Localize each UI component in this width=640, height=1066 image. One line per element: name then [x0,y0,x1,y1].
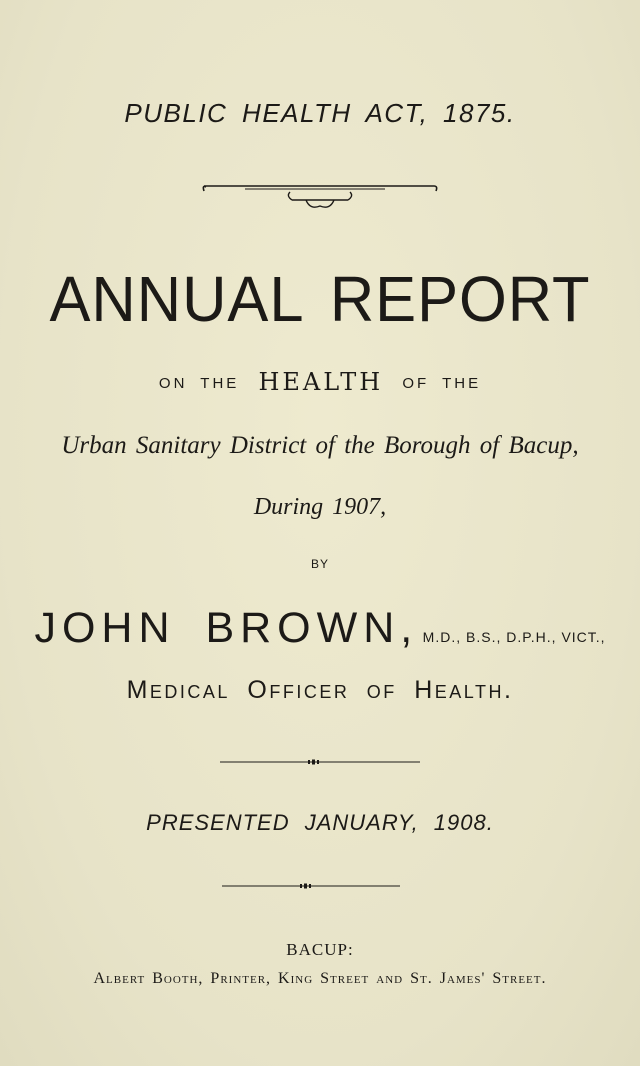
office-title: Medical Officer of Health. [126,676,514,704]
printer-line: Albert Booth, Printer, King Street and St. James' Street. [93,970,547,987]
author-name: JOHN BROWN, [34,604,419,652]
rule-divider-top [220,758,420,766]
act-title: PUBLIC HEALTH ACT, 1875. [124,98,516,128]
author-line [0,604,640,653]
subtitle-line [0,368,640,396]
subtitle-health: HEALTH [258,368,384,396]
during-line: During 1907, [253,494,387,520]
district-line: Urban Sanitary District of the Borough of Bacup, [61,432,579,459]
subtitle-on-the: ON THE [158,375,240,392]
presented-line: PRESENTED JANUARY, 1908. [146,810,494,835]
by-label: BY [310,557,329,571]
ornament-divider [200,178,440,218]
subtitle-of-the: OF THE [402,375,482,392]
place-line: BACUP: [286,940,354,959]
author-degrees: M.D., B.S., D.P.H., VICT., [422,629,606,645]
report-title: ANNUAL REPORT [49,263,591,335]
rule-divider-bottom [222,882,400,890]
